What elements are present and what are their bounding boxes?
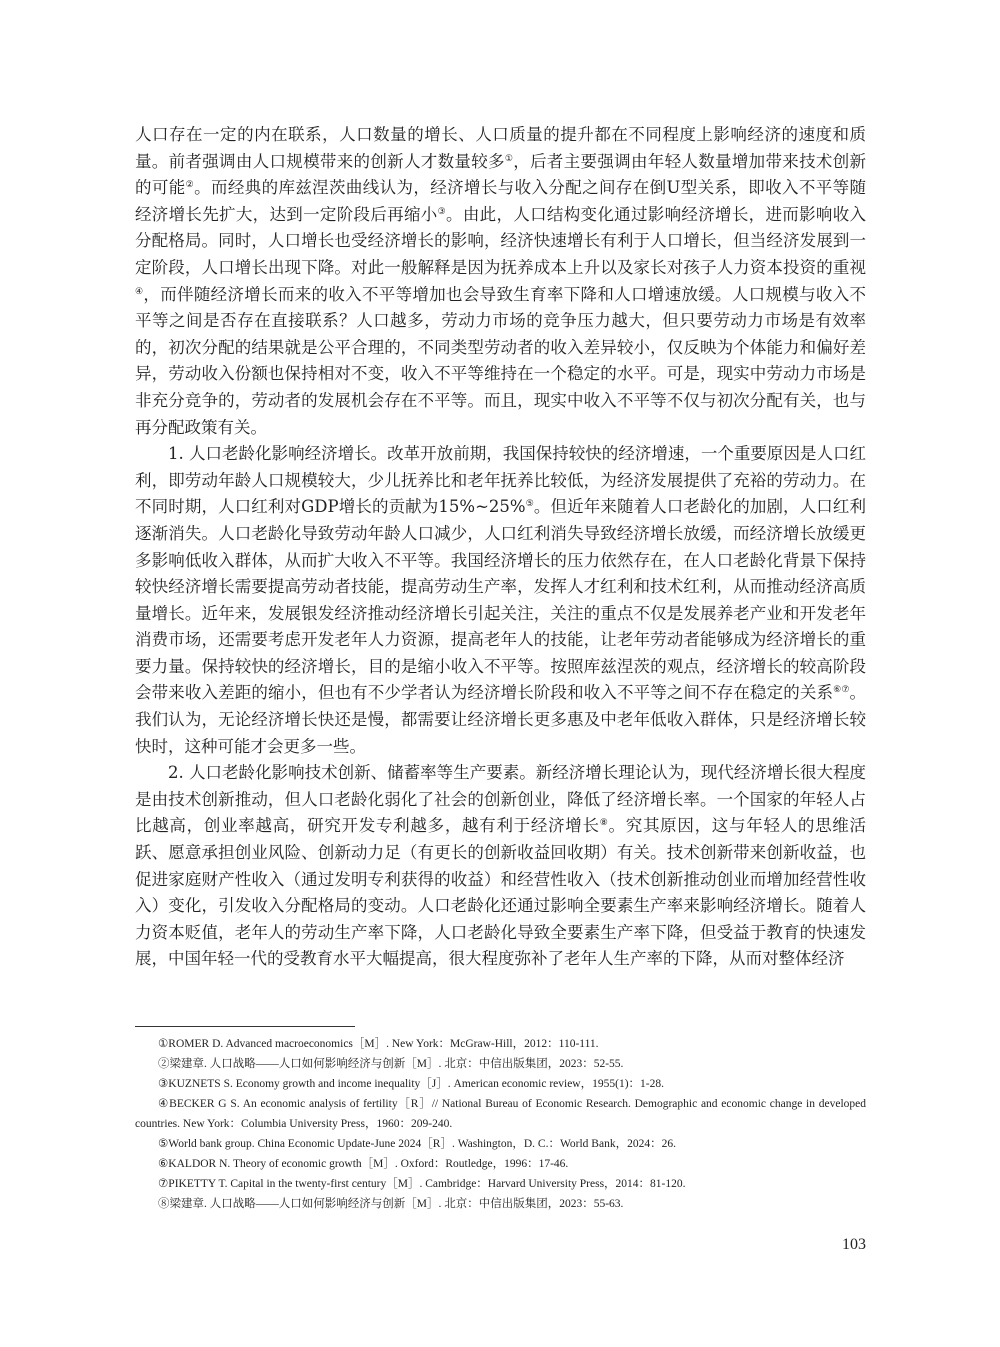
body-paragraph (135, 122, 866, 441)
footnote: ③KUZNETS S. Economy growth and income inequality［J］. American economic review，1955(1)：1-28. (158, 1078, 664, 1090)
paragraph-text: 。但近年来随着人口老龄化的加剧，人口红利逐渐消失。人口老龄化导致劳动年龄人口减少，人口红利消失导致经济增长放缓，而经济增长放缓更多影响低收入群体，从而扩大收入不平等。我国经济增长的压力依然存在，在人口老龄化背景下保持较快经济增长需要提高劳动者技能，提高劳动生产率，发挥人才红利和技术红利，从而推动经济高质量增长。近年来，发展银发经济推动经济增长引起关注，关注的重点不仅是发展养老产业和开发老年消费市场，还需要考虑开发老年人力资源，提高老年人的技能，让老年劳动者能够成为经济增长的重要力量。保持较快的经济增长，目的是缩小收入不平等。按照库兹涅茨的观点，经济增长的较高阶段会带来收入差距的缩小，但也有不少学者认为经济增长阶段和收入不平等之间不存在稳定的关系 (135, 497, 867, 703)
footnote-marker: ③ (437, 206, 447, 217)
paragraph-text: 人口存在一定的内在联系，人口数量的增长、人口质量的提升都在不同程度上影响经济的速度和质量。前者强调由人口规模带来的创新人才数量较多 (135, 125, 866, 171)
footnote: ①ROMER D. Advanced macroeconomics［M］. New York：McGraw-Hill，2012：110-111. (158, 1038, 599, 1050)
footnote-marker: ④ (135, 286, 144, 297)
body-paragraph (135, 441, 866, 760)
footnote: ⑦PIKETTY T. Capital in the twenty-first century［M］. Cambridge：Harvard University Press，2014：81-120. (158, 1178, 686, 1190)
page-number: 103 (842, 1236, 866, 1253)
footnote-marker: ⑤ (525, 499, 534, 510)
footnote-separator (135, 1026, 355, 1027)
footnote: ⑧梁建章. 人口战略——人口如何影响经济与创新［M］. 北京：中信出版集团，2023：55-63. (158, 1198, 624, 1210)
paragraph-text: 。我们认为，无论经济增长快还是慢，都需要让经济增长更多惠及中老年低收入群体，只是经济增长较快时，这种可能才会更多一些。 (135, 683, 867, 756)
paragraph-text: 2. 人口老龄化影响技术创新、储蓄率等生产要素。新经济增长理论认为，现代经济增长很大程度是由技术创新推动，但人口老龄化弱化了社会的创新创业，降低了经济增长率。一个国家的年轻人占比越高，创业率越高，研究开发专利越多，越有利于经济增长 (135, 763, 866, 836)
footnotes (135, 1034, 866, 1214)
paragraph-text: 。由此，人口结构变化通过影响经济增长，进而影响收入分配格局。同时，人口增长也受经济增长的影响，经济快速增长有利于人口增长，但当经济发展到一定阶段，人口增长出现下降。对此一般解释是因为抚养成本上升以及家长对孩子人力资本投资的重视 (135, 204, 867, 277)
footnote: ⑥KALDOR N. Theory of economic growth［M］. Oxford：Routledge，1996：17-46. (158, 1158, 569, 1170)
body-paragraph (135, 760, 866, 973)
footnote-marker: ① (504, 153, 514, 164)
footnote-marker: ⑥⑦ (833, 685, 850, 696)
paragraph-text: ，而伴随经济增长而来的收入不平等增加也会导致生育率下降和人口增速放缓。人口规模与收入不平等之间是否存在直接联系？人口越多，劳动力市场的竞争压力越大，但只要劳动力市场是有效率的，初次分配的结果就是公平合理的，不同类型劳动者的收入差异较小，仅反映为个体能力和偏好差异，劳动收入份额也保持相对不变，收入不平等维持在一个稳定的水平。可是，现实中劳动力市场是非充分竞争的，劳动者的发展机会存在不平等。而且，现实中收入不平等不仅与初次分配有关，也与再分配政策有关。 (135, 284, 867, 437)
paragraph-text: 1. 人口老龄化影响经济增长。改革开放前期，我国保持较快的经济增速，一个重要原因是人口红利，即劳动年龄人口规模较大，少儿抚养比和老年抚养比较低，为经济发展提供了充裕的劳动力。在不同时期，人口红利对GDP增长的贡献为15%~25% (135, 444, 866, 517)
body-text (135, 122, 866, 973)
paragraph-text: 。究其原因，这与年轻人的思维活跃、愿意承担创业风险、创新动力足（有更长的创新收益回收期）有关。技术创新带来创新收益，也促进家庭财产性收入（通过发明专利获得的收益）和经营性收入（技术创新推动创业而增加经营性收入）变化，引发收入分配格局的变动。人口老龄化还通过影响全要素生产率来影响经济增长。随着人力资本贬值，老年人的劳动生产率下降，人口老龄化导致全要素生产率下降，但受益于教育的快速发展，中国年轻一代的受教育水平大幅提高，很大程度弥补了老年人生产率的下降，从而对整体经济 (135, 816, 867, 969)
footnote: ④BECKER G S. An economic analysis of fertility［R］// National Bureau of Economic Research. Demographic and economic change in developed countries. New York：Columbia University Press，1960：209-240. (135, 1098, 866, 1130)
footnote-marker: ② (185, 180, 195, 191)
footnote: ⑤World bank group. China Economic Update-June 2024［R］. Washington，D. C.：World Bank，2024：26. (158, 1138, 676, 1150)
footnote: ②梁建章. 人口战略——人口如何影响经济与创新［M］. 北京：中信出版集团，2023：52-55. (158, 1058, 624, 1070)
paragraph-text: 。而经典的库兹涅茨曲线认为，经济增长与收入分配之间存在倒U型关系，即收入不平等随经济增长先扩大，达到一定阶段后再缩小 (135, 178, 867, 224)
footnote-marker: ⑧ (599, 818, 609, 829)
paragraph-text: ，后者主要强调由年轻人数量增加带来技术创新的可能 (135, 151, 867, 198)
